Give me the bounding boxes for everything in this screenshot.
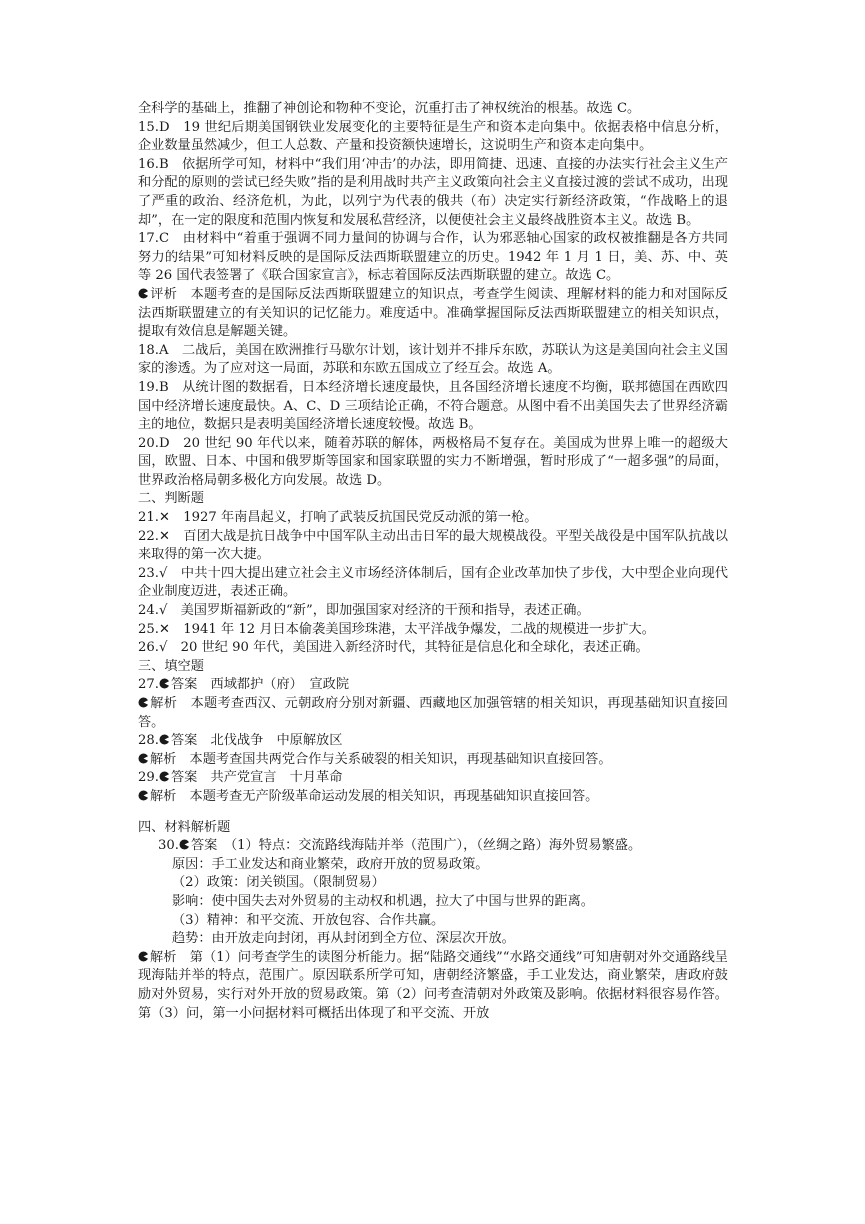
explanation-29 xyxy=(138,788,728,807)
answer-text: 答案 西域都护（府） 宣政院 xyxy=(170,677,350,693)
answer-30-spirit: （3）精神：和平交流、开放包容、合作共赢。 xyxy=(172,912,445,928)
text-line: 全科学的基础上，推翻了神创论和物种不变论，沉重打击了神权统治的根基。故选 C。 xyxy=(138,101,641,116)
analysis-bullet-icon xyxy=(159,771,170,782)
explanation-27 xyxy=(138,695,728,732)
comment-text: 评析 本题考查的是国际反法西斯联盟建立的知识点，考查学生阅读、理解材料的能力和对国际反法西斯联盟建立的有关知识的记忆能力。难度适中。准确掌握国际反法西斯联盟建立的相关知识点，提取有效信息是解题关键。 xyxy=(138,286,728,340)
analysis-bullet-icon xyxy=(138,951,149,962)
analysis-bullet-icon xyxy=(138,697,149,708)
explanation-30 xyxy=(138,949,728,1023)
analysis-bullet-icon xyxy=(138,288,149,299)
answer-18: 18.A 二战后，美国在欧洲推行马歇尔计划，该计划并不排斥东欧，苏联认为这是美国向社会主义国家的渗透。为了应对这一局面，苏联和东欧五国成立了经互会。故选 A。 xyxy=(138,342,728,377)
answer-21: 21.✕ 1927 年南昌起义，打响了武装反抗国民党反动派的第一枪。 xyxy=(138,510,538,526)
explanation-text: 解析 本题考查国共两党合作与关系破裂的相关知识，再现基础知识直接回答。 xyxy=(150,751,612,767)
answer-24: 24.√ 美国罗斯福新政的“新”，即加强国家对经济的干预和指导，表述正确。 xyxy=(138,603,590,619)
answer-30 xyxy=(138,837,728,856)
answer-30-reason: 原因：手工业发达和商业繁荣，政府开放的贸易政策。 xyxy=(172,856,489,872)
document-page xyxy=(138,100,728,1023)
explanation-text: 解析 第（1）问考查学生的读图分析能力。据“陆路交通线”“水路交通线”可知唐朝对外交通路线呈现海陆并举的特点，范围广。原因联系所学可知，唐朝经济繁盛，手工业发达，商业繁荣，唐政府鼓励对外贸易，实行对外开放的贸易政策。第（2）问考查清朝对外政策及影响。依据材料很容易作答。第（3）问，第一小问据材料可概括出体现了和平交流、开放 xyxy=(138,949,728,1021)
analysis-bullet-icon xyxy=(138,790,149,801)
answer-30-impact: 影响：使中国失去对外贸易的主动权和机遇，拉大了中国与世界的距离。 xyxy=(172,893,594,909)
question-number: 30. xyxy=(158,838,179,854)
analysis-bullet-icon xyxy=(159,734,170,745)
answer-22: 22.✕ 百团大战是抗日战争中中国军队主动出击日军的最大规模战役。平型关战役是中国军队抗战以来取得的第一次大捷。 xyxy=(138,528,728,563)
question-number: 27. xyxy=(138,677,159,693)
question-number: 28. xyxy=(138,733,159,749)
answer-text: 答案 共产党宣言 十月革命 xyxy=(170,770,343,786)
analysis-bullet-icon xyxy=(159,678,170,689)
answer-30-trend: 趋势：由开放走向封闭，再从封闭到全方位、深层次开放。 xyxy=(172,931,515,947)
comment-17 xyxy=(138,286,728,342)
answer-20: 20.D 20 世纪 90 年代以来，随着苏联的解体，两极格局不复存在。美国成为世界上唯一的超级大国，欧盟、日本、中国和俄罗斯等国家和国家联盟的实力不断增强，暂时形成了“一超多强”的局面，世界政治格局朝多极化方向发展。故选 D。 xyxy=(138,435,728,488)
answer-text: 答案 （1）特点：交流路线海陆并举（范围广），（丝绸之路）海外贸易繁盛。 xyxy=(190,838,642,854)
answer-17: 17.C 由材料中“着重于强调不同力量间的协调与合作，认为邪恶轴心国家的政权被推翻是各方共同努力的结果”可知材料反映的是国际反法西斯联盟建立的历史。1942 年 1 月 1 日，美、苏、中、英等 26 国代表签署了《联合国家宣言》，标志着国际反法西斯联盟的建立。故选 C。 xyxy=(138,231,728,284)
section-heading-3: 三、填空题 xyxy=(138,658,204,674)
answer-30-policy: （2）政策：闭关锁国。（限制贸易） xyxy=(172,875,385,891)
answer-19: 19.B 从统计图的数据看，日本经济增长速度最快，且各国经济增长速度不均衡，联邦德国在西欧四国中经济增长速度最快。A、C、D 三项结论正确，不符合题意。从图中看不出美国失去了世界经济霸主的地位，数据只是表明美国经济增长速度较慢。故选 B。 xyxy=(138,379,728,433)
answer-28 xyxy=(138,732,728,751)
answer-23: 23.√ 中共十四大提出建立社会主义市场经济体制后，国有企业改革加快了步伐，大中型企业向现代企业制度迈进，表述正确。 xyxy=(138,565,728,600)
explanation-text: 解析 本题考查西汉、元朝政府分别对新疆、西藏地区加强管辖的相关知识，再现基础知识直接回答。 xyxy=(138,696,728,730)
section-heading-2: 二、判断题 xyxy=(138,491,204,507)
answer-27 xyxy=(138,676,728,695)
explanation-text: 解析 本题考查无产阶级革命运动发展的相关知识，再现基础知识直接回答。 xyxy=(150,788,599,804)
spacer xyxy=(138,807,728,819)
answer-16: 16.B 依据所学可知，材料中“我们用‘冲击’的办法，即用简捷、迅速、直接的办法实行社会主义生产和分配的原则的尝试已经失败”指的是利用战时共产主义政策向社会主义直接过渡的尝试不成功，出现了严重的政治、经济危机，为此，以列宁为代表的俄共（布）决定实行新经济政策，“作战略上的退却”，在一定的限度和范围内恢复和发展私营经济，以便使社会主义最终战胜资本主义。故选 B。 xyxy=(138,156,728,228)
answer-29 xyxy=(138,769,728,788)
answer-26: 26.√ 20 世纪 90 年代，美国进入新经济时代，其特征是信息化和全球化，表述正确。 xyxy=(138,640,649,656)
answer-text: 答案 北伐战争 中原解放区 xyxy=(170,733,343,749)
section-heading-4: 四、材料解析题 xyxy=(138,819,231,835)
answer-25: 25.✕ 1941 年 12 月日本偷袭美国珍珠港，太平洋战争爆发，二战的规模进一步扩大。 xyxy=(138,621,655,637)
question-number: 29. xyxy=(138,770,159,786)
analysis-bullet-icon xyxy=(179,839,190,850)
explanation-28 xyxy=(138,751,728,770)
analysis-bullet-icon xyxy=(138,753,149,764)
answer-15: 15.D 19 世纪后期美国钢铁业发展变化的主要特征是生产和资本走向集中。依据表格中信息分析，企业数量虽然减少，但工人总数、产量和投资额快速增长，这说明生产和资本走向集中。 xyxy=(138,119,728,154)
